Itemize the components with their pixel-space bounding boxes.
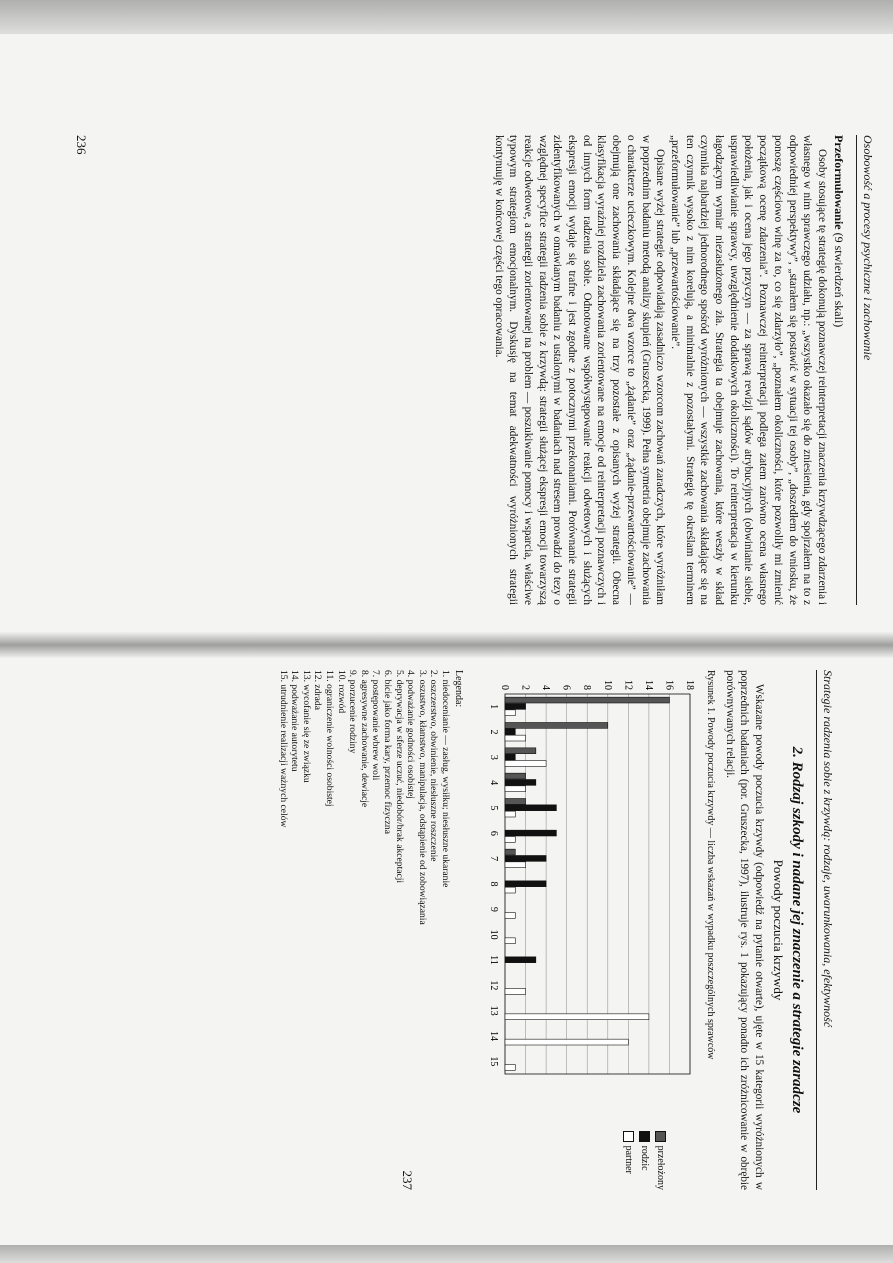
legend-label: rodzic bbox=[638, 1145, 650, 1171]
legend-item: 2. oszczerstwo, obwinienie, niesłuszne roszczenie bbox=[428, 670, 440, 862]
bar-przełożony bbox=[505, 773, 526, 779]
legend-item: 15. utrudnienie realizacji ważnych celów bbox=[277, 670, 289, 828]
page-number: 237 bbox=[400, 1170, 415, 1190]
bar-partner bbox=[505, 735, 526, 741]
bar-przełożony bbox=[505, 748, 536, 754]
x-tick-label: 15 bbox=[487, 1056, 499, 1067]
bar-rodzic bbox=[505, 729, 515, 735]
paragraph: Osoby stosujące tę strategię dokonują poznawczej reinterpretacji znaczenia krzywdzącego zdarzenia i własnego w nim sprawczego udziału, np.: „wszystko okazało się do zniesienia, gdy spojrzałem na to z odpowiedniej perspektywy”, „starałem się postawić w sytuacji tej osoby”, „doszedłem do wniosku, że ponoszę częściowo winę za to, co się zdarzyło”, „poznałem okoliczności, które pozwoliły mi zmienić początkową ocenę zdarzenia”. Poznawczej reinterpretacji podlega zatem zarówno ocena własnego położenia, jak i ocena jego przyczyn — za sprawą rewizji sądów atrybucyjnych (obwinianie siebie, usprawiedliwianie sprawcy, uwzględnienie dodatkowych okoliczności). To reinterpretacja w kierunku łagodzącym wymiar niezasłużonego zła. Strategia ta obejmuje zachowania, które weszły w skład czynnika najbardziej jednorodnego spośród wyróżnionych — wszystkie zachowania składające się na ten czynnik wysoko z nim korelują, a minimalnie z pozostałymi. Strategię tę określam terminem „przeformułowanie” lub „przewartościowanie”. bbox=[668, 135, 828, 605]
bar-partner bbox=[505, 761, 546, 767]
legend-entry bbox=[620, 1131, 636, 1190]
y-tick-label: 6 bbox=[560, 685, 572, 690]
bar-partner bbox=[505, 938, 515, 944]
chart-svg bbox=[468, 670, 698, 1090]
page-236 bbox=[75, 135, 875, 605]
bar-partner bbox=[505, 786, 526, 792]
bar-przełożony bbox=[505, 849, 515, 855]
scan-edge-top bbox=[0, 0, 893, 34]
bar-partner bbox=[505, 989, 526, 995]
running-head: Osobowość a procesy psychiczne i zachowanie bbox=[856, 135, 875, 605]
legend-swatch bbox=[623, 1131, 634, 1142]
section-heading-rest: (9 stwierdzeń skali) bbox=[832, 229, 846, 328]
legend-item: 1. niedocenianie — zasług, wysiłku; niesłuszne ukaranie bbox=[439, 670, 451, 888]
x-tick-label: 11 bbox=[487, 955, 499, 965]
legend-list bbox=[277, 670, 451, 1190]
legend-item: 3. oszustwo, kłamstwo, manipulacja, odstąpienie od zobowiązania bbox=[416, 670, 428, 925]
body-text bbox=[491, 135, 829, 605]
bar-rodzic bbox=[505, 704, 526, 710]
legend-item: 5. deprywacja w sferze uczuć, niedobór/brak akceptacji bbox=[393, 670, 405, 884]
y-tick-label: 16 bbox=[663, 680, 675, 690]
bar-rodzic bbox=[505, 830, 556, 836]
bar-rodzic bbox=[505, 957, 536, 963]
y-tick-label: 14 bbox=[642, 680, 654, 690]
legend-label: partner bbox=[622, 1145, 634, 1174]
page-number: 236 bbox=[74, 135, 89, 155]
legend-label: przełożony bbox=[654, 1145, 666, 1190]
bar-partner bbox=[505, 710, 515, 716]
bar-partner bbox=[505, 913, 515, 919]
legend-item: 8. agresywne zachowanie, dewiacje bbox=[358, 670, 370, 808]
section-heading-bold: Przeformułowanie bbox=[832, 135, 846, 230]
x-tick-label: 8 bbox=[487, 881, 499, 887]
y-tick-label: 8 bbox=[581, 685, 593, 690]
body-text bbox=[722, 670, 766, 1190]
chapter-title: 2. Rodzaj szkody i nadane jej znaczenie a strategie zaradcze bbox=[789, 746, 805, 1114]
legend-item: 12. zdrada bbox=[312, 670, 324, 710]
legend-swatch bbox=[639, 1131, 650, 1142]
legend-item: 14. podważanie autorytetu bbox=[289, 670, 301, 772]
legend-title: Legenda: bbox=[452, 670, 464, 708]
x-tick-label: 9 bbox=[487, 906, 499, 912]
paragraph: Opisane wyżej strategie odpowiadają zasadniczo wzorcom zachowań zaradczych, które wyróżniłam w poprzednim badaniu metodą analizy skupień (Gruszecka, 1999). Pełna symetria obejmuje zachowania o charakterze ucieczkowym. Kolejne dwa wzorce to „żądanie” oraz „żądanie-przewartościowanie” — obejmują one zachowania składające się na trzy pozostałe z opisanych wyżej strategii. Obecna klasyfikacja wyraźniej rozdziela zachowania zorientowane na emocje od reinterpretacji poznawczych i od innych form radzenia sobie. Odnotowane współwystępowanie reakcji odwetowych i służących ekspresji emocji wydaje się trafne i jest zgodne z potocznymi przekonaniami. Porównanie strategii zidentyfikowanych w omawianym badaniu z ustalonymi w badaniach nad stresem prowadzi do tezy o względnej specyfice strategii radzenia sobie z krzywdą: strategii służącej ekspresji emocji towarzyszą reakcje odwetowe, a strategii zorientowanej na problem — poszukiwanie pomocy i wsparcia, właściwe typowym strategiom emocjonalnym. Dyskusję na temat adekwatności wyróżnionych strategii kontynuuję w końcowej części tego opracowania. bbox=[492, 135, 667, 605]
y-tick-label: 12 bbox=[622, 680, 634, 690]
bar-partner bbox=[505, 1039, 628, 1045]
y-tick-label: 10 bbox=[601, 680, 613, 690]
y-tick-label: 4 bbox=[540, 685, 552, 690]
bar-przełożony bbox=[505, 799, 526, 805]
legend-entry bbox=[652, 1131, 668, 1190]
x-tick-label: 14 bbox=[487, 1031, 499, 1041]
x-tick-label: 5 bbox=[487, 805, 499, 811]
legend-entry bbox=[636, 1131, 652, 1190]
paragraph: Wskazane powody poczucia krzywdy (odpowiedź na pytanie otwarte), ujęte w 15 kategorii wyróżnionych w poprzednich badaniach (por. Gruszecka, 1997), ilustruje rys. 1 pokazujący ponadto ich zróżnicowanie w obrębie porównywanych relacji. bbox=[723, 670, 765, 1190]
bar-partner bbox=[505, 1014, 649, 1020]
figure-caption: Rysunek 1. Powody poczucia krzywdy — liczba wskazań w wypadku poszczególnych sprawców bbox=[704, 670, 716, 1060]
bar-przełożony bbox=[505, 723, 608, 729]
bar-partner bbox=[505, 1065, 515, 1071]
x-tick-label: 13 bbox=[487, 1005, 499, 1016]
legend-item: 10. rozwód bbox=[335, 670, 347, 714]
bar-partner bbox=[505, 811, 515, 817]
x-tick-label: 12 bbox=[487, 980, 499, 991]
bar-partner bbox=[505, 837, 515, 843]
bar-rodzic bbox=[505, 754, 515, 760]
scan-edge-gutter bbox=[0, 632, 893, 658]
bar-przełożony bbox=[505, 697, 669, 703]
y-tick-label: 0 bbox=[498, 685, 510, 690]
legend-item: 11. ograniczenie wolności osobistej bbox=[323, 670, 335, 807]
legend-swatch bbox=[655, 1131, 666, 1142]
bar-partner bbox=[505, 887, 515, 893]
x-tick-label: 1 bbox=[487, 704, 499, 710]
page-237 bbox=[35, 670, 835, 1190]
x-tick-label: 2 bbox=[487, 729, 499, 735]
bar-rodzic bbox=[505, 881, 546, 887]
bar-rodzic bbox=[505, 805, 556, 811]
legend-item: 4. podważanie godności osobistej bbox=[405, 670, 417, 799]
bar-rodzic bbox=[505, 780, 536, 786]
legend-item: 9. porzucenie rodziny bbox=[347, 670, 359, 754]
x-tick-label: 3 bbox=[487, 754, 499, 760]
bar-partner bbox=[505, 862, 526, 868]
bar-rodzic bbox=[505, 856, 546, 862]
x-tick-label: 7 bbox=[487, 856, 499, 862]
legend-item: 13. wycofanie się ze związku bbox=[300, 670, 312, 783]
y-tick-label: 18 bbox=[683, 680, 695, 690]
y-tick-label: 2 bbox=[519, 685, 531, 690]
x-tick-label: 6 bbox=[487, 830, 499, 836]
x-tick-label: 4 bbox=[487, 780, 499, 786]
legend-item: 6. bicie jako forma kary, przemoc fizyczna bbox=[381, 670, 393, 834]
bar-chart bbox=[468, 670, 698, 1190]
x-tick-label: 10 bbox=[487, 929, 499, 940]
section-heading bbox=[831, 135, 846, 605]
subheading: Powody poczucia krzywdy bbox=[771, 859, 786, 1001]
running-head: Strategie radzenia sobie z krzywdą: rodzaje, uwarunkowania, efektywność bbox=[816, 670, 835, 1190]
scan-edge-bottom bbox=[0, 1245, 893, 1263]
chart-legend bbox=[620, 1131, 668, 1190]
legend-item: 7. postępowanie wbrew woli bbox=[370, 670, 382, 781]
